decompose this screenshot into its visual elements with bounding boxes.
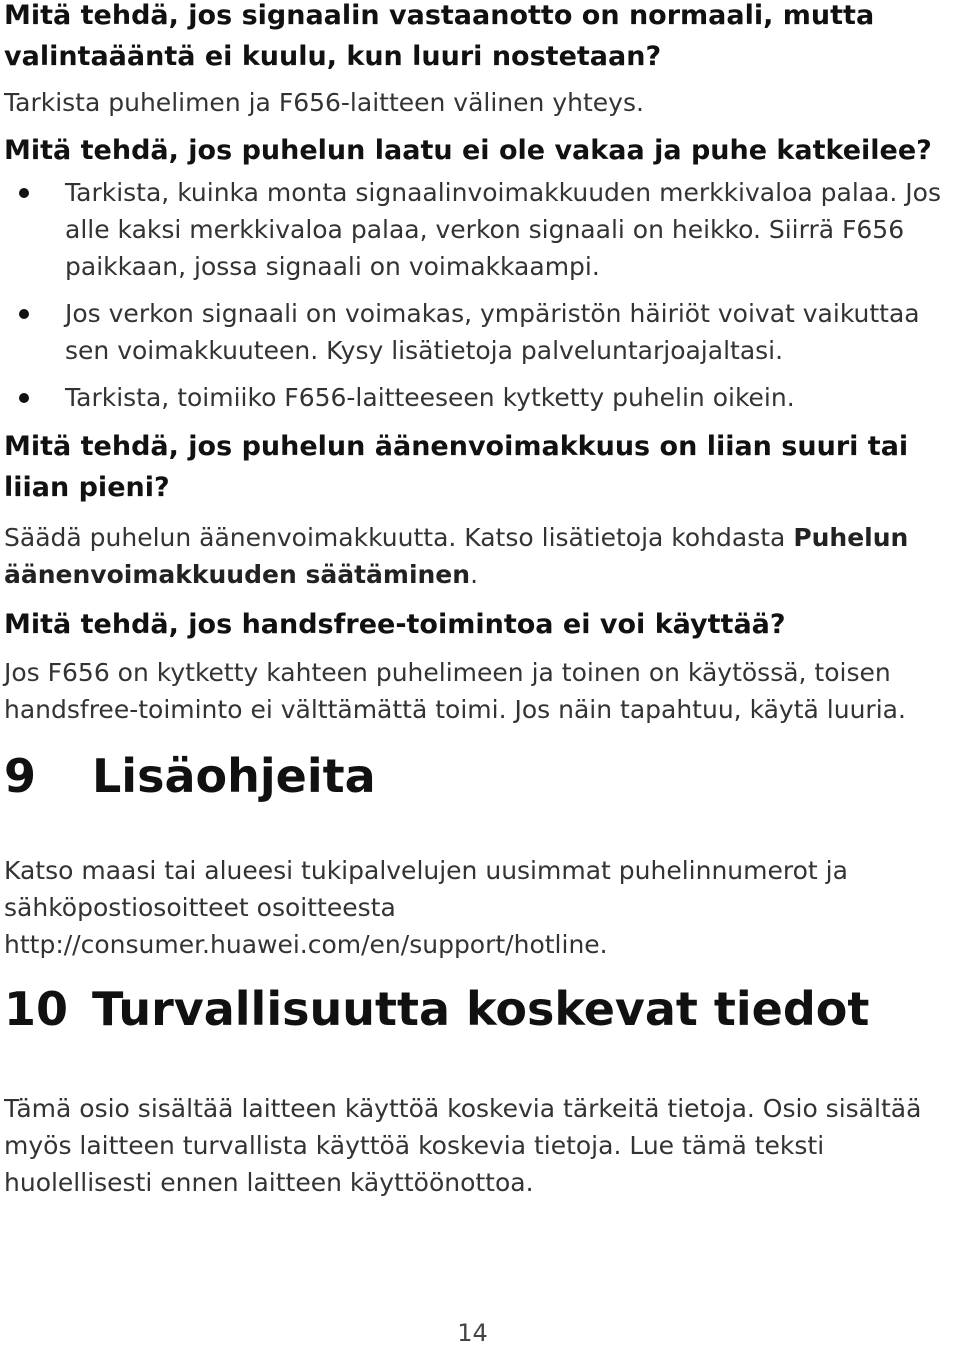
section-10-body: Tämä osio sisältää laitteen käyttöä koskevia tärkeitä tietoja. Osio sisältää myös laitteen turvallista käyttöä koskevia tietoja. Lue tämä teksti huolellisesti ennen laitteen käyttöönottoa. xyxy=(4,1094,922,1197)
section-9-line: Katso maasi tai alueesi tukipalvelujen uusimmat puhelinnumerot ja xyxy=(4,856,848,885)
faq-question-unstable-quality: Mitä tehdä, jos puhelun laatu ei ole vakaa ja puhe katkeilee? xyxy=(4,135,932,166)
list-item-text: Jos verkon signaali on voimakas, ympäristön häiriöt voivat vaikuttaa sen voimakkuuteen. Kysy lisätietoja palveluntarjoajaltasi. xyxy=(65,299,920,365)
list-item xyxy=(4,174,954,285)
section-heading-9 xyxy=(4,748,954,804)
faq-answer-handsfree: Jos F656 on kytketty kahteen puhelimeen ja toinen on käytössä, toisen handsfree-toiminto ei välttämättä toimi. Jos näin tapahtuu, käytä luuria. xyxy=(4,658,906,724)
faq-question-volume: Mitä tehdä, jos puhelun äänenvoimakkuus on liian suuri tai liian pieni? xyxy=(4,431,909,503)
cross-reference-link[interactable]: Puhelun äänenvoimakkuuden säätäminen xyxy=(4,523,909,589)
bullet-dot-icon xyxy=(19,393,29,403)
section-9-line: sähköpostiosoitteet osoitteesta xyxy=(4,893,396,922)
faq-question-handsfree: Mitä tehdä, jos handsfree-toimintoa ei voi käyttää? xyxy=(4,609,786,640)
section-9-body xyxy=(4,852,954,963)
faq-answer-no-dial-tone: Tarkista puhelimen ja F656-laitteen välinen yhteys. xyxy=(4,88,644,117)
section-number: 9 xyxy=(4,749,37,803)
answer-text-end: . xyxy=(470,560,479,589)
list-item-text: Tarkista, kuinka monta signaalinvoimakkuuden merkkivaloa palaa. Jos alle kaksi merkkivaloa palaa, verkon signaali on heikko. Siirrä F656 paikkaan, jossa signaali on voimakkaampi. xyxy=(65,178,941,281)
section-number: 10 xyxy=(4,982,69,1036)
bullet-dot-icon xyxy=(19,188,29,198)
list-item-text: Tarkista, toimiiko F656-laitteeseen kytketty puhelin oikein. xyxy=(65,383,795,412)
section-title: Lisäohjeita xyxy=(92,749,376,803)
answer-text: Säädä puhelun äänenvoimakkuutta. Katso lisätietoja kohdasta xyxy=(4,523,794,552)
bullet-dot-icon xyxy=(19,309,29,319)
list-item xyxy=(4,295,954,369)
faq-bullet-list xyxy=(4,174,954,416)
page-number: 14 xyxy=(457,1319,488,1347)
faq-question-no-dial-tone: Mitä tehdä, jos signaalin vastaanotto on normaali, mutta valintaääntä ei kuulu, kun luuri nostetaan? xyxy=(4,0,875,72)
faq-answer-volume xyxy=(4,519,954,593)
document-page xyxy=(4,0,954,1201)
list-item xyxy=(4,379,954,416)
hotline-url-link[interactable]: http://consumer.huawei.com/en/support/hotline. xyxy=(4,930,608,959)
section-title: Turvallisuutta koskevat tiedot xyxy=(92,982,870,1036)
section-heading-10 xyxy=(4,981,954,1037)
